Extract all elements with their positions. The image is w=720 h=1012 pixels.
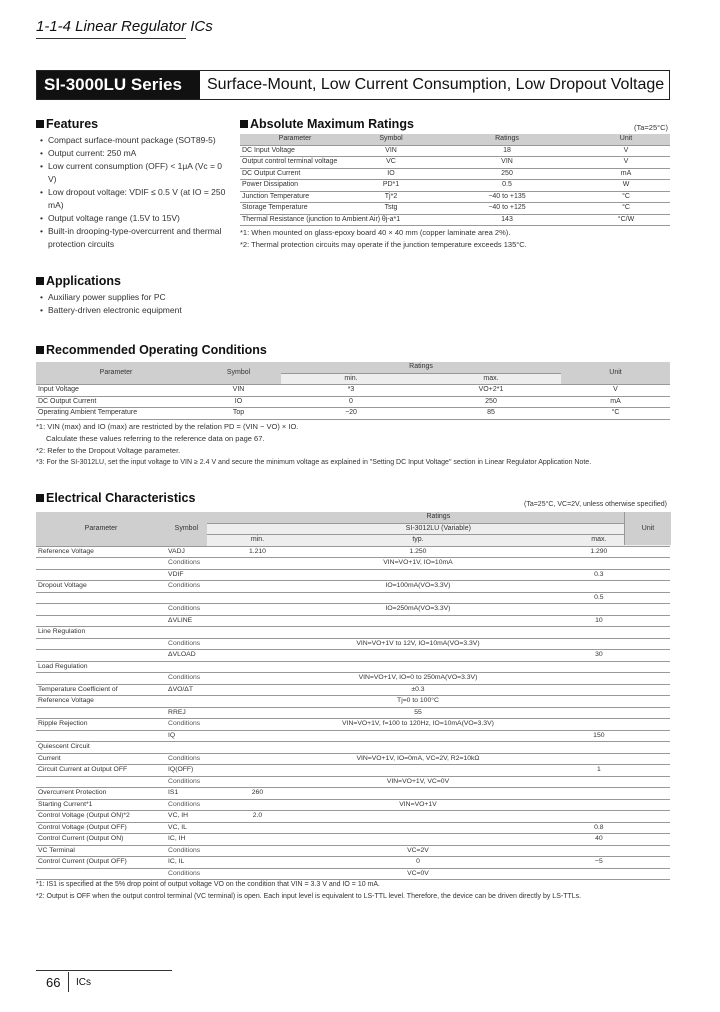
- table-cell: [308, 742, 527, 754]
- table-row: [36, 546, 670, 558]
- table-cell: 0: [308, 857, 527, 869]
- table-cell: IS1: [166, 788, 207, 800]
- table-cell: [36, 615, 166, 627]
- table-cell: Conditions: [166, 845, 207, 857]
- table-row: [36, 707, 670, 719]
- table-row: [36, 581, 670, 593]
- table-cell: [207, 707, 309, 719]
- table-cell: Conditions: [166, 673, 207, 685]
- list-item: • Built-in drooping-type-overcurrent and thermal protection circuits: [38, 225, 230, 251]
- series-name: SI-3000LU Series: [37, 71, 200, 99]
- table-cell: [528, 673, 670, 685]
- table-row: [36, 811, 670, 823]
- table-cell: [528, 661, 670, 673]
- column-header: Unit: [561, 362, 670, 385]
- column-header: Symbol: [196, 362, 281, 385]
- table-row: [36, 615, 670, 627]
- table-cell: [528, 627, 670, 639]
- table-cell: [36, 569, 166, 581]
- square-bullet-icon: [36, 494, 44, 502]
- table-cell: Starting Current*1: [36, 799, 166, 811]
- table-cell: [166, 592, 207, 604]
- table-row: [36, 719, 670, 731]
- table-cell: [308, 834, 527, 846]
- table-cell: [528, 604, 670, 616]
- table-cell: Reference Voltage: [36, 546, 166, 558]
- table-cell: [528, 776, 670, 788]
- table-row: DC Input Voltage VIN 18 V: [240, 145, 670, 157]
- table-row: Output control terminal voltage VC VIN V: [240, 157, 670, 169]
- table-cell: [308, 811, 527, 823]
- table-row: [36, 799, 670, 811]
- table-row: Junction Temperature Tj*2 −40 to +135 °C: [240, 191, 670, 203]
- table-cell: [207, 753, 309, 765]
- table-cell: Conditions: [166, 581, 207, 593]
- table-cell: [207, 776, 309, 788]
- abs-max-condition: (Ta=25°C): [634, 123, 669, 132]
- table-row: [36, 753, 670, 765]
- table-cell: VC=2V: [308, 845, 527, 857]
- table-cell: ΔVLOAD: [166, 650, 207, 662]
- table-cell: VADJ: [166, 546, 207, 558]
- table-cell: Conditions: [166, 799, 207, 811]
- table-cell: VIN=VO+1V to 12V, IO=10mA(VO=3.3V): [308, 638, 527, 650]
- table-cell: VIN=VO+1V, f=100 to 120Hz, IO=10mA(VO=3.3V): [308, 719, 527, 731]
- table-row: [36, 765, 670, 777]
- table-cell: [308, 661, 527, 673]
- table-cell: [207, 592, 309, 604]
- table-row: DC Output Current IO 250 mA: [240, 168, 670, 180]
- table-cell: [308, 627, 527, 639]
- table-row: [36, 730, 670, 742]
- table-cell: [36, 673, 166, 685]
- table-cell: [207, 673, 309, 685]
- table-row: [36, 834, 670, 846]
- table-cell: 0.3: [528, 569, 670, 581]
- table-cell: [166, 742, 207, 754]
- table-cell: 2.0: [207, 811, 309, 823]
- footnote: *3: For the SI-3012LU, set the input voltage to VIN ≥ 2.4 V and secure the minimum voltage as explained in "Setting DC Input Voltage" section in Linear Regulator Application Note.: [36, 459, 592, 466]
- table-cell: Circuit Current at Output OFF: [36, 765, 166, 777]
- table-cell: [36, 604, 166, 616]
- table-cell: [207, 834, 309, 846]
- table-cell: 1.290: [528, 546, 670, 558]
- table-cell: VC=0V: [308, 868, 527, 880]
- elec-condition: (Ta=25°C, VC=2V, unless otherwise specified): [524, 501, 668, 508]
- rec-op-heading: Recommended Operating Conditions: [36, 343, 267, 357]
- column-header: min.: [281, 373, 421, 385]
- table-cell: [207, 742, 309, 754]
- table-cell: 150: [528, 730, 670, 742]
- footnote: *2: Refer to the Dropout Voltage parameter.: [36, 446, 181, 455]
- features-heading: Features: [36, 117, 98, 131]
- table-cell: 1.250: [308, 546, 527, 558]
- table-cell: Control Voltage (Output ON)*2: [36, 811, 166, 823]
- footer-separator: [68, 972, 69, 992]
- table-cell: [528, 719, 670, 731]
- table-cell: Control Voltage (Output OFF): [36, 822, 166, 834]
- table-cell: [166, 627, 207, 639]
- table-cell: Conditions: [166, 638, 207, 650]
- table-cell: Tj=0 to 100°C: [308, 696, 527, 708]
- footer-rule: [36, 970, 172, 971]
- footnote: *1: IS1 is specified at the 5% drop point of output voltage VO on the condition that VIN = 3.3 V and IO = 10 mA.: [36, 881, 380, 888]
- table-cell: VC, IH: [166, 811, 207, 823]
- column-header: Symbol: [166, 512, 207, 546]
- table-cell: [207, 569, 309, 581]
- table-row: [36, 673, 670, 685]
- table-cell: [308, 765, 527, 777]
- table-row: [36, 604, 670, 616]
- column-header: Ratings: [207, 512, 670, 523]
- table-row: [36, 638, 670, 650]
- table-row: [36, 558, 670, 570]
- page-number: 66: [46, 975, 61, 990]
- table-row: Operating Ambient Temperature Top −20 85 °C: [36, 408, 670, 420]
- rec-op-table: [36, 362, 670, 420]
- header-rule: [36, 38, 186, 39]
- table-cell: [528, 845, 670, 857]
- footnote: Calculate these values referring to the reference data on page 67.: [46, 434, 265, 443]
- table-cell: RREJ: [166, 707, 207, 719]
- table-cell: [528, 753, 670, 765]
- table-cell: Line Regulation: [36, 627, 166, 639]
- table-row: [36, 650, 670, 662]
- footnote: *2: Thermal protection circuits may operate if the junction temperature exceeds 135°C.: [240, 240, 527, 249]
- table-cell: [528, 788, 670, 800]
- table-cell: Conditions: [166, 776, 207, 788]
- square-bullet-icon: [36, 120, 44, 128]
- table-cell: Conditions: [166, 868, 207, 880]
- list-item: • Battery-driven electronic equipment: [38, 304, 230, 317]
- table-cell: [308, 788, 527, 800]
- table-cell: 0.8: [528, 822, 670, 834]
- column-header: Parameter: [36, 362, 196, 385]
- table-cell: [528, 811, 670, 823]
- table-cell: [308, 592, 527, 604]
- table-cell: −5: [528, 857, 670, 869]
- table-cell: [207, 627, 309, 639]
- table-row: [36, 776, 670, 788]
- table-cell: [308, 569, 527, 581]
- footer-label: ICs: [76, 977, 91, 988]
- table-row: [36, 845, 670, 857]
- table-cell: VC Terminal: [36, 845, 166, 857]
- table-cell: VIN=VO+1V, IO=0mA, VC=2V, R2=10kΩ: [308, 753, 527, 765]
- table-cell: Conditions: [166, 719, 207, 731]
- table-row: [36, 592, 670, 604]
- footnote: *1: VIN (max) and IO (max) are restricted by the relation PD = (VIN − VO) × IO.: [36, 422, 299, 431]
- table-row: Power Dissipation PD*1 0.5 W: [240, 180, 670, 192]
- column-header: Unit: [641, 525, 655, 532]
- list-item: • Output voltage range (1.5V to 15V): [38, 212, 230, 225]
- table-cell: VDIF: [166, 569, 207, 581]
- table-cell: ±0.3: [308, 684, 527, 696]
- list-item: • Compact surface-mount package (SOT89-5): [38, 134, 230, 147]
- table-cell: [528, 707, 670, 719]
- footnote: *1: When mounted on glass-epoxy board 40 × 40 mm (copper laminate area 2%).: [240, 228, 511, 237]
- table-row: [36, 788, 670, 800]
- table-cell: IC, IL: [166, 857, 207, 869]
- applications-list: [38, 291, 230, 317]
- table-row: [36, 627, 670, 639]
- square-bullet-icon: [36, 277, 44, 285]
- applications-heading: Applications: [36, 274, 121, 288]
- elec-heading: Electrical Characteristics: [36, 491, 195, 505]
- table-cell: [207, 684, 309, 696]
- table-row: Input Voltage VIN *3 VO+2*1 V: [36, 385, 670, 397]
- table-cell: IO=250mA(VO=3.3V): [308, 604, 527, 616]
- table-cell: [207, 765, 309, 777]
- table-row: [36, 857, 670, 869]
- table-cell: ΔVLINE: [166, 615, 207, 627]
- table-cell: [166, 696, 207, 708]
- table-cell: [36, 707, 166, 719]
- table-row: [36, 684, 670, 696]
- column-header: Parameter: [36, 512, 166, 546]
- table-cell: [36, 650, 166, 662]
- table-row: [36, 569, 670, 581]
- table-row: DC Output Current IO 0 250 mA: [36, 396, 670, 408]
- table-cell: [308, 730, 527, 742]
- table-cell: [207, 638, 309, 650]
- table-cell: [207, 799, 309, 811]
- footnote: *2: Output is OFF when the output control terminal (VC terminal) is open. Each input level is equivalent to LS-TTL level. Therefore, the device can be driven directly by LS-TTLs.: [36, 893, 582, 900]
- table-cell: VIN=VO+1V, IO=0 to 250mA(VO=3.3V): [308, 673, 527, 685]
- table-cell: [36, 730, 166, 742]
- elec-body: [36, 546, 670, 880]
- abs-max-heading: Absolute Maximum Ratings: [240, 117, 414, 131]
- table-cell: IC, IH: [166, 834, 207, 846]
- column-header: Ratings: [281, 362, 561, 373]
- title-bar: [36, 70, 670, 100]
- table-row: [36, 696, 670, 708]
- column-header: max.: [528, 535, 670, 547]
- table-row: Storage Temperature Tstg −40 to +125 °C: [240, 203, 670, 215]
- features-list: [38, 134, 230, 251]
- list-item: • Auxiliary power supplies for PC: [38, 291, 230, 304]
- table-cell: [528, 868, 670, 880]
- table-cell: [207, 661, 309, 673]
- table-cell: 55: [308, 707, 527, 719]
- square-bullet-icon: [240, 120, 248, 128]
- column-header: Symbol: [350, 134, 432, 145]
- abs-max-table: [240, 134, 670, 226]
- table-cell: Temperature Coefficient of: [36, 684, 166, 696]
- table-row: Thermal Resistance (junction to Ambient Air) θj-a*1 143 °C/W: [240, 214, 670, 226]
- table-cell: [528, 799, 670, 811]
- table-cell: [207, 845, 309, 857]
- table-cell: [308, 822, 527, 834]
- table-cell: Dropout Voltage: [36, 581, 166, 593]
- table-cell: [36, 868, 166, 880]
- table-cell: ΔVO/ΔT: [166, 684, 207, 696]
- list-item: • Low current consumption (OFF) < 1μA (Vc = 0 V): [38, 160, 230, 186]
- table-cell: Current: [36, 753, 166, 765]
- table-cell: 260: [207, 788, 309, 800]
- table-cell: [207, 719, 309, 731]
- column-header: SI-3012LU (Variable): [207, 523, 670, 535]
- elec-table: [36, 512, 670, 880]
- list-item: • Low dropout voltage: VDIF ≤ 0.5 V (at IO = 250 mA): [38, 186, 230, 212]
- series-subtitle: Surface-Mount, Low Current Consumption, Low Dropout Voltage: [207, 76, 665, 93]
- table-cell: Conditions: [166, 753, 207, 765]
- table-cell: 1: [528, 765, 670, 777]
- table-cell: IO=100mA(VO=3.3V): [308, 581, 527, 593]
- table-cell: [36, 638, 166, 650]
- unit-header-cell: [624, 512, 671, 545]
- column-header: max.: [421, 373, 561, 385]
- column-header: min.: [207, 535, 309, 547]
- table-cell: [207, 558, 309, 570]
- section-header: 1-1-4 Linear Regulator ICs: [36, 18, 213, 35]
- table-cell: VC, IL: [166, 822, 207, 834]
- table-cell: Load Regulation: [36, 661, 166, 673]
- table-cell: Quiescent Circuit: [36, 742, 166, 754]
- table-cell: [207, 604, 309, 616]
- table-cell: [36, 592, 166, 604]
- table-cell: VIN=VO+1V, IO=10mA: [308, 558, 527, 570]
- table-cell: 0.5: [528, 592, 670, 604]
- table-cell: [207, 857, 309, 869]
- table-cell: [166, 661, 207, 673]
- table-cell: Overcurrent Protection: [36, 788, 166, 800]
- table-cell: Reference Voltage: [36, 696, 166, 708]
- table-cell: 1.210: [207, 546, 309, 558]
- table-cell: [207, 650, 309, 662]
- column-header: Ratings: [432, 134, 582, 145]
- table-cell: [528, 558, 670, 570]
- table-cell: [207, 730, 309, 742]
- table-cell: 10: [528, 615, 670, 627]
- table-cell: [207, 696, 309, 708]
- table-cell: VIN=VO+1V: [308, 799, 527, 811]
- table-cell: [528, 696, 670, 708]
- table-cell: [36, 558, 166, 570]
- table-row: [36, 661, 670, 673]
- table-cell: [308, 650, 527, 662]
- table-cell: [207, 822, 309, 834]
- table-cell: [528, 638, 670, 650]
- table-cell: [528, 742, 670, 754]
- table-cell: IQ(OFF): [166, 765, 207, 777]
- table-row: [36, 822, 670, 834]
- table-cell: [207, 615, 309, 627]
- table-row: [36, 742, 670, 754]
- table-cell: Conditions: [166, 604, 207, 616]
- table-cell: Control Current (Output OFF): [36, 857, 166, 869]
- table-cell: [308, 615, 527, 627]
- column-header: typ.: [308, 535, 527, 547]
- table-cell: Ripple Rejection: [36, 719, 166, 731]
- list-item: • Output current: 250 mA: [38, 147, 230, 160]
- table-cell: [207, 868, 309, 880]
- table-cell: [528, 581, 670, 593]
- table-cell: IQ: [166, 730, 207, 742]
- table-cell: [207, 581, 309, 593]
- column-header: Parameter: [240, 134, 350, 145]
- table-cell: Control Current (Output ON): [36, 834, 166, 846]
- table-cell: VIN=VO+1V, VC=0V: [308, 776, 527, 788]
- table-cell: [528, 684, 670, 696]
- table-cell: Conditions: [166, 558, 207, 570]
- table-row: [36, 868, 670, 880]
- square-bullet-icon: [36, 346, 44, 354]
- table-cell: 30: [528, 650, 670, 662]
- table-cell: [36, 776, 166, 788]
- column-header: Unit: [582, 134, 670, 145]
- table-cell: 40: [528, 834, 670, 846]
